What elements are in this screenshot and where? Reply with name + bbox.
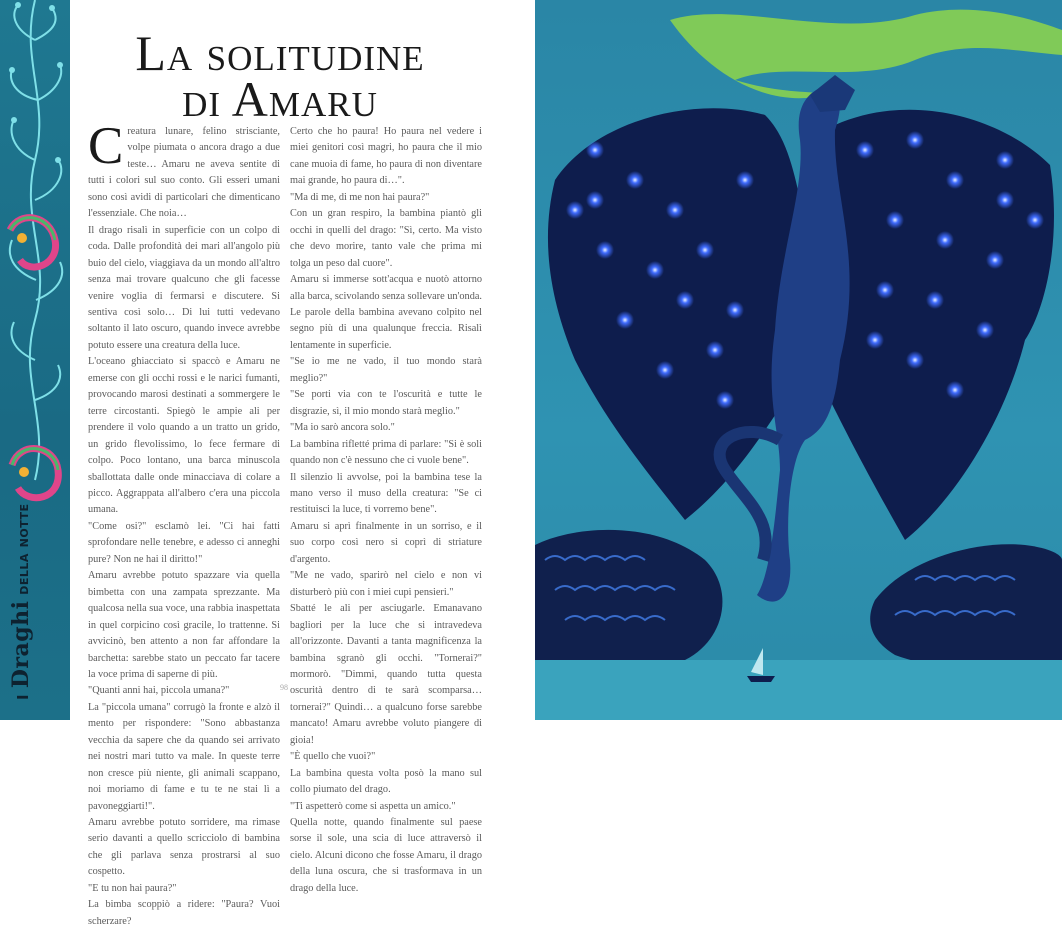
paragraph: "Se io me ne vado, il tuo mondo starà meglio?" — [290, 356, 482, 384]
star — [696, 241, 714, 259]
star — [566, 201, 584, 219]
paragraph: Con un gran respiro, la bambina piantò gli occhi in quelli del drago: "Sì, certo. Ma visto che devo morire, tanto vale che prima mi tolga un peso dal cuore". — [290, 208, 482, 269]
star — [706, 341, 724, 359]
paragraph: "Quanti anni hai, piccola umana?" — [88, 685, 230, 697]
series-word: DELLA — [18, 553, 31, 595]
paragraph: Il drago risalì in superficie con un colpo di coda. Dalle profondità dei mari all'angolo più buio del cielo, viaggiava da un mondo all'altro senza mai trovare qualcuno che gli facesse venire voglia di fermarsi e discutere. Si sentiva così solo… Di lui tutti vedevano soltanto il lato oscuro, quando invece avrebbe potuto essere una creatura della luce. — [88, 224, 280, 351]
star — [666, 201, 684, 219]
paragraph-text: reatura lunare, felino strisciante, volpe piumata o ancora drago a due teste… Amaru ne aveva sentite di tutti i colori sul suo conto. Gli esseri umani sono così avidi di particolari che dimenticano l'essenziale. Che noia… — [88, 126, 280, 220]
star — [586, 191, 604, 209]
star — [716, 391, 734, 409]
paragraph: Amaru avrebbe potuto sorridere, ma rimase serio davanti a quello scricciolo di bambina che gli parlava senza prostrarsi al suo cospetto. — [88, 817, 280, 878]
paragraph: "Come osi?" esclamò lei. "Ci hai fatti sprofondare nelle tenebre, e adesso ci anneghi pure? Non ne hai il diritto!" — [88, 520, 280, 565]
star — [886, 211, 904, 229]
series-title — [8, 504, 34, 701]
paragraph: "Ma di me, di me non hai paura?" — [290, 191, 430, 203]
star — [946, 381, 964, 399]
paragraph: Amaru si immerse sott'acqua e nuotò attorno alla barca, scivolando senza sollevare un'onda. Le parole della bambina avevano colpito nel segno più di una qualunque freccia. Risalì lentamente in superficie. — [290, 274, 482, 351]
paragraph: La bambina rifletté prima di parlare: "Si è soli quando non c'è nessuno che ci vuole bene". — [290, 438, 482, 467]
decorative-border — [0, 0, 70, 720]
star — [736, 171, 754, 189]
series-word: Draghi — [8, 600, 34, 689]
star — [616, 311, 634, 329]
star — [876, 281, 894, 299]
paragraph — [88, 117, 280, 223]
series-word: NOTTE — [18, 503, 31, 548]
paragraph: "Me ne vado, sparirò nel cielo e non vi disturberò più con i miei cupi pensieri." — [290, 570, 482, 598]
star — [996, 151, 1014, 169]
star — [946, 171, 964, 189]
star — [976, 321, 994, 339]
paragraph: Amaru si aprì finalmente in un sorriso, e il suo corpo così nero si coprì di striature d'argento. — [290, 520, 482, 565]
paragraph: Amaru avrebbe potuto spazzare via quella bimbetta con una zampata sprezzante. Ma qualcosa nella sua voce, una rabbia inaspettata in quel corpicino così gracile, lo trattenne. Si avvicinò, ben attento a non far affondare la barchetta: sarebbe stato un peccato far tacere la voce prima di saperne di più. — [88, 570, 280, 680]
star — [906, 131, 924, 149]
dragon-ornament-icon — [12, 449, 58, 498]
star — [726, 301, 744, 319]
star — [586, 141, 604, 159]
star — [996, 191, 1014, 209]
star — [676, 291, 694, 309]
page-number: 98 — [280, 683, 288, 692]
text-column-2 — [290, 124, 482, 897]
text-column-1 — [88, 117, 280, 930]
paragraph: Il silenzio li avvolse, poi la bambina tese la mano verso il muso della creatura: "Se ci restituisci la luce, ti vorremo bene". — [290, 471, 482, 516]
star — [866, 331, 884, 349]
star — [646, 261, 664, 279]
paragraph: "Se porti via con te l'oscurità e tutte le disgrazie, sì, il mio mondo starà meglio." — [290, 389, 482, 417]
star — [626, 171, 644, 189]
paragraph: Sbatté le ali per asciugarle. Emanavano bagliori per la luce che si intravedeva all'orizzonte. Davanti a tanta magnificenza la bambina sgranò gli occhi. "Tornerai?" mormorò. "Dimmi, quando tutta questa oscurità dentro di te sarà scomparsa… tornerai?" Quindi… a qualcuno forse sarebbe mancato! Amaru avrebbe voluto piangere di gioia! — [290, 603, 482, 746]
series-prefix: I — [14, 693, 32, 700]
text-page — [70, 0, 535, 927]
paragraph: Quella notte, quando finalmente sul paese sorse il sole, una scia di luce attraversò il cielo. Alcuni dicono che fosse Amaru, il drago della luna oscura, che si trasformava in un drago della luce. — [290, 817, 482, 894]
star — [926, 291, 944, 309]
paragraph: La "piccola umana" corrugò la fronte e alzò il mento per rispondere: "Sono abbastanza vecchia da sapere che da quando sei arrivato nei nostri mari tutto va male. In queste terre non cresce più niente, gli animali scappano, noi moriamo di fame e tu te ne stai lì a pavoneggiarti!". — [88, 701, 280, 812]
paragraph: La bambina questa volta posò la mano sul collo piumato del drago. — [290, 767, 482, 796]
star — [656, 361, 674, 379]
paragraph: La bimba scoppiò a ridere: "Paura? Vuoi scherzare? — [88, 899, 280, 927]
title-line: La solitudine — [135, 25, 425, 81]
star — [986, 251, 1004, 269]
star — [1026, 211, 1044, 229]
drop-cap: C — [88, 117, 124, 175]
paragraph: "E tu non hai paura?" — [88, 882, 177, 894]
paragraph: "È quello che vuoi?" — [290, 751, 376, 763]
dragon-illustration — [535, 0, 1062, 720]
star — [906, 351, 924, 369]
paragraph: L'oceano ghiacciato si spaccò e Amaru ne emerse con gli occhi rossi e le narici fumanti, provocando marosi destinati a sommergere le terre circostanti. Spiegò le ampie ali per prendere il volo quando a un tratto un grido, un grido flevolissimo, lo fece fermare di colpo. Poco lontano, una barca minuscola sballottata dalle onde minacciava di colare a picco. Aggrappata all'albero c'era una piccola umana. — [88, 356, 280, 516]
paragraph: Certo che ho paura! Ho paura nel vedere i miei genitori così magri, ho paura che il mio cane muoia di fame, ho paura di non diventare mai grande, ho paura di…". — [290, 126, 482, 187]
star — [856, 141, 874, 159]
paragraph: "Ma io sarò ancora solo." — [290, 422, 395, 434]
paragraph: "Ti aspetterò come si aspetta un amico." — [290, 800, 456, 812]
page-title — [70, 25, 490, 127]
title-line: di Amaru — [182, 71, 378, 127]
star — [596, 241, 614, 259]
star — [936, 231, 954, 249]
